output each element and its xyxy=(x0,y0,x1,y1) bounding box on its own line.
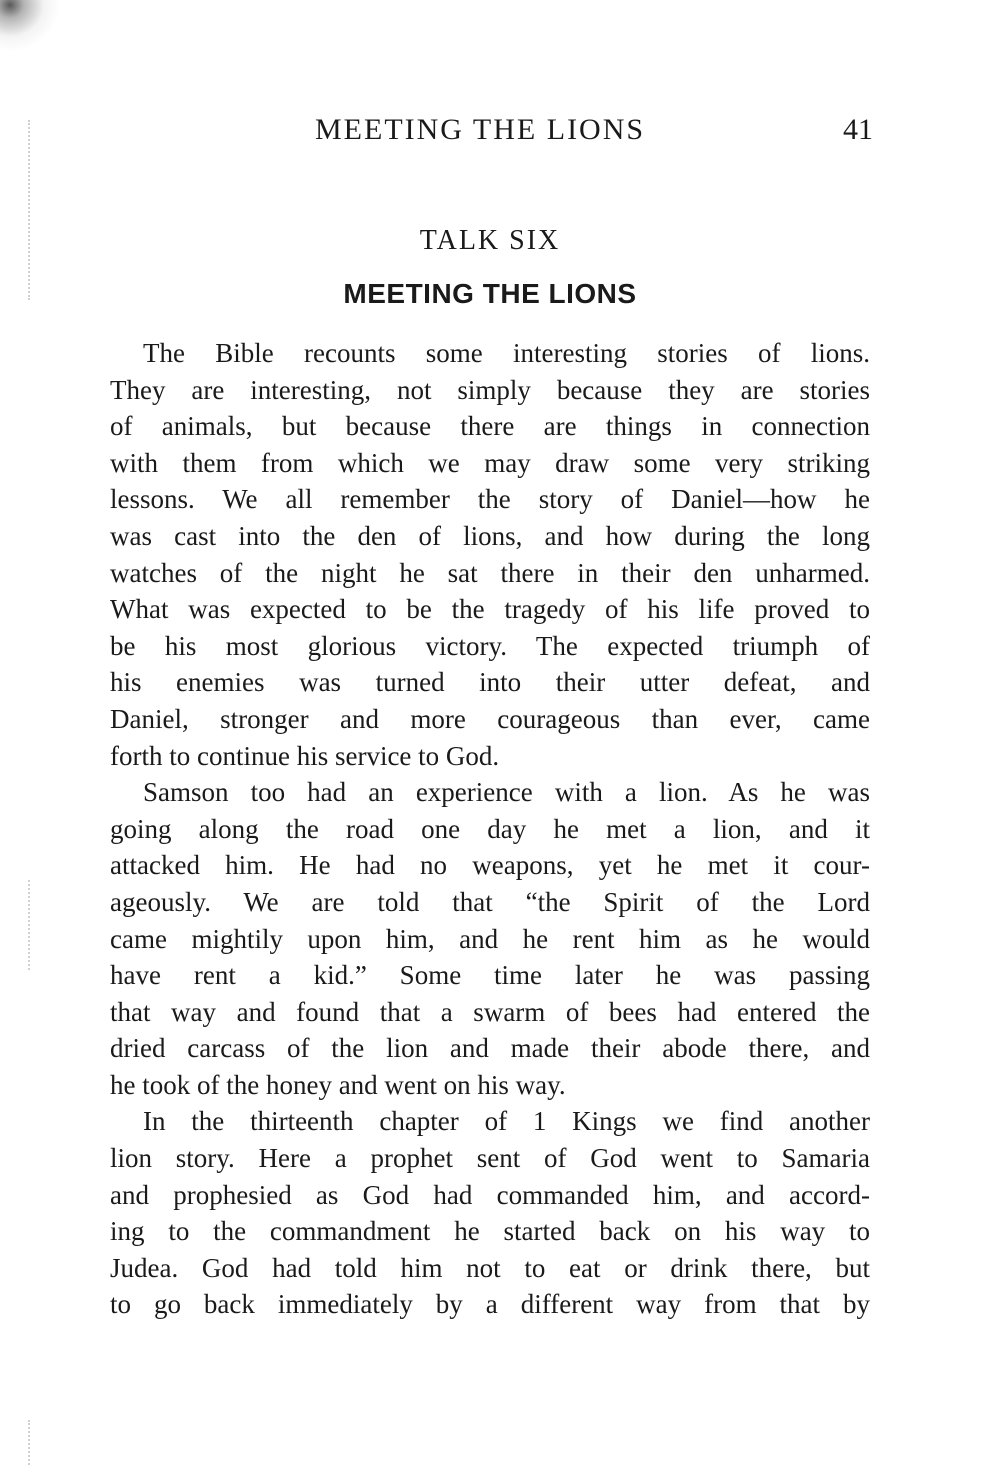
text-line: What was expected to be the tragedy of his life proved to xyxy=(110,594,870,625)
text-line: he took of the honey and went on his way. xyxy=(110,1069,566,1100)
text-line: and prophesied as God had commanded him, and accord- xyxy=(110,1179,870,1210)
text-line: They are interesting, not simply because they are stories xyxy=(110,374,870,405)
paragraph-1 xyxy=(110,335,870,774)
text-line: Judea. God had told him not to eat or drink there, but xyxy=(110,1252,870,1283)
scan-dots-bottom xyxy=(28,1420,44,1465)
text-line: was cast into the den of lions, and how during the long xyxy=(110,520,870,551)
paragraph-2 xyxy=(110,774,870,1103)
text-line: In the thirteenth chapter of 1 Kings we find another xyxy=(143,1106,870,1137)
text-line: came mightily upon him, and he rent him as he would xyxy=(110,923,870,954)
chapter-title: MEETING THE LIONS xyxy=(343,278,637,309)
text-line: forth to continue his service to God. xyxy=(110,740,500,771)
text-line: ing to the commandment he started back on his way to xyxy=(110,1216,870,1247)
text-line: Daniel, stronger and more courageous than ever, came xyxy=(110,703,870,734)
text-line: watches of the night he sat there in their den unharmed. xyxy=(110,557,870,588)
text-line: lessons. We all remember the story of Daniel—how he xyxy=(110,484,870,515)
scan-smudge xyxy=(0,0,80,70)
text-line: that way and found that a swarm of bees had entered the xyxy=(110,996,870,1027)
text-line: to go back immediately by a different way from that by xyxy=(110,1289,870,1320)
page-number: 41 xyxy=(843,113,873,146)
body-text xyxy=(110,335,870,1323)
text-line: with them from which we may draw some very striking xyxy=(110,447,870,478)
text-line: his enemies was turned into their utter defeat, and xyxy=(110,667,870,698)
text-line: have rent a kid.” Some time later he was passing xyxy=(110,960,870,991)
scan-dots-top xyxy=(28,120,44,300)
scan-dots-middle xyxy=(28,880,44,970)
text-line: of animals, but because there are things in connection xyxy=(110,411,870,442)
text-line: The Bible recounts some interesting stories of lions. xyxy=(143,338,870,368)
talk-label: TALK SIX xyxy=(419,225,561,256)
text-line: attacked him. He had no weapons, yet he met it cour- xyxy=(110,850,870,881)
text-line: ageously. We are told that “the Spirit of the Lord xyxy=(110,886,870,917)
text-line: Samson too had an experience with a lion. As he was xyxy=(143,777,870,808)
text-line: be his most glorious victory. The expected triumph of xyxy=(110,630,870,661)
text-line: going along the road one day he met a lion, and it xyxy=(110,813,870,844)
text-line: lion story. Here a prophet sent of God went to Samaria xyxy=(110,1143,870,1174)
running-title: MEETING THE LIONS xyxy=(315,113,646,146)
paragraph-3 xyxy=(110,1103,870,1323)
text-line: dried carcass of the lion and made their abode there, and xyxy=(110,1033,870,1064)
